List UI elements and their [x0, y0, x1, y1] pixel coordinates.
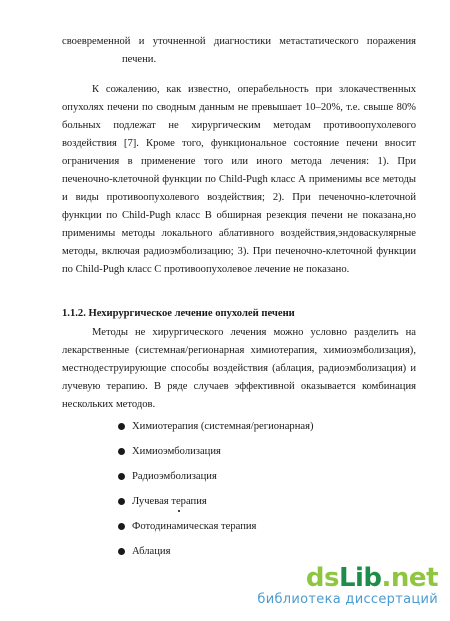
list-item-label: Лучевая терапия	[132, 496, 207, 507]
scan-speck	[178, 510, 180, 512]
text-line: нескольких методов.	[62, 399, 156, 410]
text-line: своевременной и уточненной диагностики метастатического поражения	[62, 36, 416, 47]
list-item-label: Химиотерапия (системная/регионарная)	[132, 421, 314, 432]
text-line: лучевую терапию. В ряде случаев эффективной оказывается комбинация	[62, 381, 416, 392]
text-line: применимы методы локального аблативного воздействия,эндоваскулярные	[62, 228, 416, 239]
text-line: Методы не хирургического лечения можно условно разделить на	[92, 327, 416, 338]
text-line: воздействия [7]. Кроме того, функциональное состояние печени вносит	[62, 138, 416, 149]
list-item-label: Радиоэмболизация	[132, 471, 217, 482]
text-line: методы, включая радиоэмболизацию; 3). При печеночно-клеточной функции	[62, 246, 416, 257]
text-line: функции по Child-Pugh класс В обширная резекция печени не показана,но	[62, 210, 416, 221]
text-line: печеночно-клеточной функции по Child-Pugh класс А применимы все методы	[62, 174, 416, 185]
list-item	[132, 445, 221, 458]
bullet-icon	[118, 523, 125, 530]
text-line: опухолях печени по сводным данным не превышает 10–20%, т.е. свыше 80%	[62, 102, 416, 113]
list-item	[132, 495, 207, 508]
text-line: лекарственные (системная/регионарная химиотерапия, химиоэмболизация),	[62, 345, 416, 356]
text-line: и виды противоопухолевого воздействия; 2). При печеночно-клеточной	[62, 192, 416, 203]
text-line: печени.	[122, 54, 157, 65]
list-item	[132, 470, 217, 483]
list-item-label: Химиоэмболизация	[132, 446, 221, 457]
watermark[interactable]	[257, 564, 438, 607]
text-line: по Child-Pugh класс С противоопухолевое лечение не показано.	[62, 264, 350, 275]
text-line: К сожалению, как известно, операбельность при злокачественных	[92, 84, 416, 95]
section-heading: 1.1.2. Нехирургическое лечение опухолей печени	[62, 308, 295, 319]
text-line: больных подлежат не хирургическим методам противоопухолевого	[62, 120, 416, 131]
text-line: ограничения в применение того или иного метода лечения: 1). При	[62, 156, 416, 167]
bullet-icon	[118, 448, 125, 455]
watermark-logo: dsLib.net	[305, 563, 438, 593]
list-item	[132, 520, 256, 533]
list-item	[132, 420, 313, 433]
text-line: местнодеструирующие способы воздействия (аблация, радиоэмболизация) и	[62, 363, 416, 374]
watermark-subtitle: библиотека диссертаций	[257, 592, 438, 607]
bullet-icon	[118, 498, 125, 505]
bullet-icon	[118, 548, 125, 555]
list-item-label: Аблация	[132, 546, 171, 557]
list-item-label: Фотодинамическая терапия	[132, 521, 257, 532]
bullet-icon	[118, 423, 125, 430]
bullet-icon	[118, 473, 125, 480]
list-item	[132, 545, 170, 558]
